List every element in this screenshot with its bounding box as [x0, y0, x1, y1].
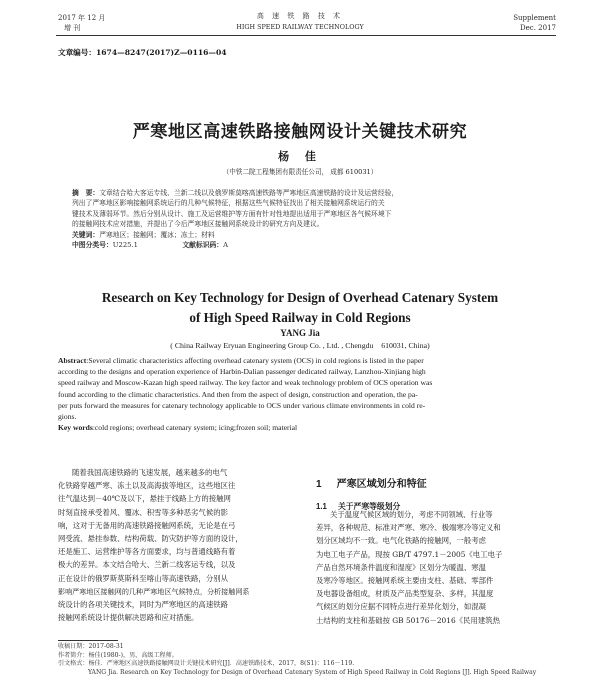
section-number: 1 — [316, 479, 322, 490]
issue-date: 2017 年 12 月 — [58, 14, 106, 22]
article-id: 文章编号：1674—8247(2017)Z—0116—04 — [58, 48, 227, 57]
body-right-paragraph: 关于温度气候区域的划分，考虑不同领域、行业等 差异，各种规范、标准对严寒、寒冷、极端寒冷等定义和 划分区域均不一致。电气化铁路的接触网，一般考虑 为电工电子产品，现按 GB/T 4797.1－2005《电工电子 产品自然环境条件温度和湿度》区划分为暖温、寒温 及寒冷等地区。接触网系统主要由支柱、基础、零部件 及电器设备组成，材质及产品类型复杂、多样，其温度 气候区的划分应据不同特点进行差异化划分，如混凝 土结构的支柱和基础按 GB 50176－2016《民用建筑热 — [316, 510, 503, 625]
abstract-cn-line: 摘 要：文章结合哈大客运专线、兰新二线以及俄罗斯莫喀高速铁路等严寒地区高速铁路的设计及运营经验， — [72, 189, 399, 197]
issue-type: 增 刊 — [64, 24, 81, 32]
section-1-heading — [316, 472, 560, 491]
abstract-cn-line: 的接触网技术应对措施，并提出了今后严寒地区接触网系统设计的研究方向及建议。 — [72, 220, 324, 229]
abstract-cn-line: 列出了严寒地区影响接触网系统运行的几种气候特征，根据这些气候特征找出了相关接触网系统运行的关 — [72, 199, 385, 208]
abstract-en-label: Abstract — [58, 356, 87, 365]
author-intro: 作者简介：杨佳(1980-)，男，高级工程师。 — [58, 651, 178, 659]
journal-name-cn: 高 速 铁 路 技 术 — [256, 12, 344, 20]
affiliation-cn: （中铁二院工程集团有限责任公司， 成都 610031） — [222, 168, 378, 176]
keywords-en: Key words:cold regions; overhead catenary system; icing;frozen soil; material — [58, 423, 298, 433]
supplement-label: Supplement — [513, 14, 556, 22]
header-rule — [56, 35, 556, 36]
section-title: 严寒区域划分和特征 — [336, 479, 427, 490]
affiliation-en: ( China Railway Eryuan Engineering Group Co. , Ltd. , Chengdu 610031, China) — [170, 341, 430, 350]
keywords-cn: 关键词：严寒地区；接触网；覆冰；冻土；材料 — [72, 230, 215, 239]
citation-cn: 引文格式：杨佳．严寒地区高速铁路接触网设计关键技术研究[J]．高速铁路技术，2017，8(S1)：116－119. — [58, 660, 355, 668]
abstract-en: Abstract:Several climatic characteristics affecting overhead catenary system (OCS) in cold regions is listed in the paper according to the designs and operation experience of Harbin-Dalian passenger dedicated railway, Lanzhou-Xinjiang high speed railway and Moscow-Kazan high speed railway. The key factor and weak technology problem of OCS operation was found according to the climatic characteristics. And then from the aspect of design, construction and operation, the pa- per puts forward the measures for catenary technology applicable to OCS under various climate environments in cold re- gions. Key words:cold regions; overhead catenary system; icing;frozen soil; material — [58, 355, 558, 433]
author-cn: 杨 佳 — [278, 150, 322, 163]
issue-date-en: Dec. 2017 — [520, 24, 556, 32]
citation-en: YANG Jia. Research on Key Technology for Design of Overhead Catenary System of High Speed Railway in Cold Regions [J]. High Speed Railway — [88, 668, 537, 676]
abstract-cn — [72, 188, 542, 250]
author-en: YANG Jia — [280, 328, 320, 338]
classification-row: 中图分类号：U225.1 文献标识码：A — [72, 241, 229, 250]
footnotes — [58, 643, 558, 677]
received-date: 收稿日期：2017-08-31 — [58, 643, 124, 650]
journal-name-en: HIGH SPEED RAILWAY TECHNOLOGY — [236, 23, 364, 31]
subsection-1-1-heading: 1.1 关于严寒等级划分 — [316, 502, 401, 511]
footnote-rule — [58, 640, 118, 641]
abstract-cn-label: 摘 要： — [72, 189, 100, 197]
abstract-cn-line: 键技术及薄弱环节。然后分别从设计、施工及运营维护等方面有针对性地提出适用于严寒地区各气候环境下 — [72, 209, 392, 218]
title-en-line2: of High Speed Railway in Cold Regions — [189, 310, 411, 325]
title-en-line1: Research on Key Technology for Design of Overhead Catenary System — [101, 290, 499, 305]
title-cn: 严寒地区高速铁路接触网设计关键技术研究 — [132, 122, 468, 142]
body-left-paragraph: 随着我国高速铁路的飞速发展，越来越多的电气 化铁路穿越严寒、冻土以及高海拔等地区，这些地区往 往气温达到－40℃及以下，悬挂于线路上方的接触网 时刻直接承受着风、覆冰、积雪等多种恶劣气候的影 响，这对于无备用的高速铁路接触网系统，无论是在弓 网受流、悬挂参数、结构荷载、防灾防护等方面的设计， 还是施工、运营维护等各方面要求，均与普通线路有着 极大的差异。本文结合哈大、兰新二线客运专线，以及 正在设计的俄罗斯莫斯科至喀山等高速铁路，分别从 影响严寒地区接触网的几种严寒地区气候特点，分析接触网系 统设计的各项关键技术，同时为严寒地区的高速铁路 接触网系统设计提供解决思路和应对措施。 — [58, 468, 250, 623]
